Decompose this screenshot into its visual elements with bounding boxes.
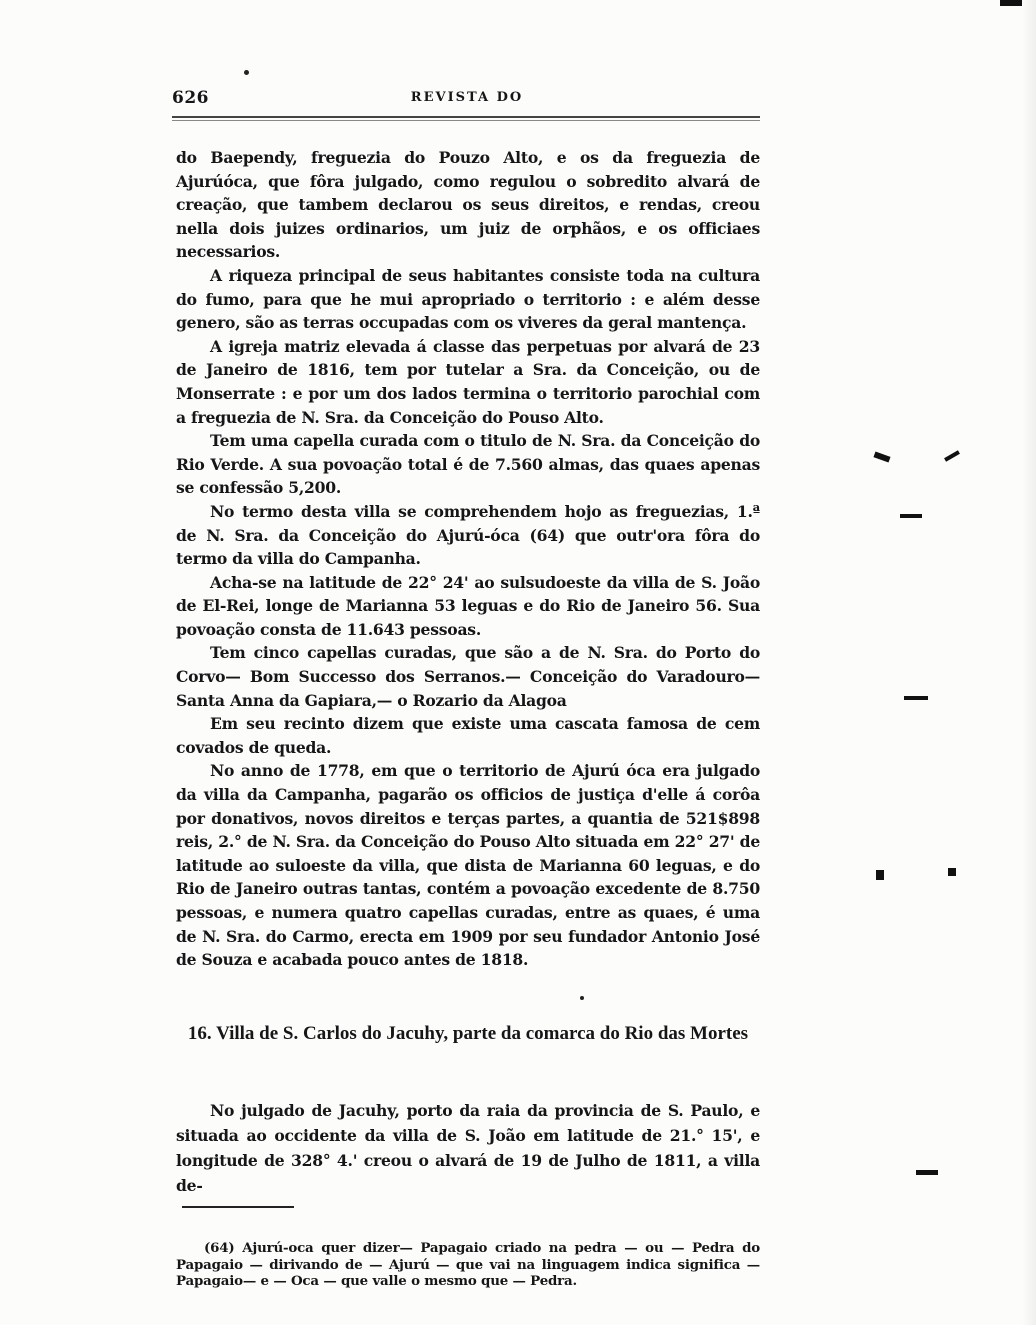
ink-speck	[244, 70, 249, 75]
page-number: 626	[172, 88, 209, 108]
paragraph: Tem uma capella curada com o titulo de N. Sra. da Conceição do Rio Verde. A sua povoação total é de 7.560 almas, das quaes apenas se confessão 5,200.	[176, 431, 760, 498]
paragraph: do Baependy, freguezia do Pouzo Alto, e os da freguezia de Ajurúóca, que fôra julgado, como regulou o sobredito alvará de creação, que tambem declarou os seus direitos, e rendas, creou nella dois juizes ordinarios, um juiz de orphãos, e os officiaes necessarios.	[176, 148, 760, 262]
paragraph: Tem cinco capellas curadas, que são a de N. Sra. do Porto do Corvo— Bom Successo dos Serranos.— Conceição do Varadouro— Santa Anna da Gapiara,— o Rozario da Alagoa	[176, 643, 760, 710]
paragraph: No julgado de Jacuhy, porto da raia da provincia de S. Paulo, e situada ao occidente da villa de S. João em latitude de 21.° 15', e longitude de 328° 4.' creou o alvará de 19 de Julho de 1811, a villa de-	[176, 1101, 760, 1195]
scan-mark	[916, 1170, 938, 1175]
paragraph: Em seu recinto dizem que existe uma cascata famosa de cem covados de queda.	[176, 714, 760, 757]
ink-speck	[580, 996, 584, 1000]
paragraph: Acha-se na latitude de 22° 24' ao sulsudoeste da villa de S. João de El-Rei, longe de Marianna 53 leguas e do Rio de Janeiro 56. Sua povoação consta de 11.643 pessoas.	[176, 572, 760, 639]
header-rule-thin	[172, 120, 760, 121]
paragraph: No anno de 1778, em que o territorio de Ajurú óca era julgado da villa da Campanha, pagarão os officios de justiça d'elle á corôa por donativos, novos direitos e terças partes, a quantia de 521$898 reis, 2.° de N. Sra. da Conceição do Pouso Alto situada em 22° 27' de latitude ao suloeste da villa, que dista de Marianna 60 leguas, e do Rio de Janeiro outras tantas, contém a povoação excedente de 8.750 pessoas, e numera quatro capellas curadas, entre as quaes, é uma de N. Sra. do Carmo, erecta em 1909 por seu fundador Antonio José de Souza e acabada pouco antes de 1818.	[176, 761, 760, 970]
paragraph: A riqueza principal de seus habitantes consiste toda na cultura do fumo, para que he mui apropriado o territorio : e além desse genero, são as terras occupadas com os viveres da geral mantença.	[176, 265, 760, 333]
body-text	[176, 146, 760, 972]
footnote-text: (64) Ajurú-oca quer dizer— Papagaio criado na pedra — ou — Pedra do Papagaio — dirivando de — Ajurú — que vai na linguagem indica significa — Papagaio— e — Oca — que valle o mesmo que — Pedra.	[176, 1240, 760, 1289]
scan-mark	[944, 450, 960, 461]
page-edge-shadow	[1022, 0, 1036, 1325]
section-text	[176, 1098, 760, 1198]
running-header	[172, 88, 762, 112]
header-rule	[172, 116, 760, 118]
scan-mark	[873, 451, 890, 462]
scan-mark	[876, 870, 884, 880]
scan-mark	[948, 868, 956, 876]
paragraph: No termo desta villa se comprehendem hojo as freguezias, 1.ª de N. Sra. da Conceição do Ajurú-óca (64) que outr'ora fôra do termo da villa do Campanha.	[176, 501, 760, 569]
paragraph: A igreja matriz elevada á classe das perpetuas por alvará de 23 de Janeiro de 1816, tem por tutelar a Sra. da Conceição, ou de Monserrate : e por um dos lados termina o territorio parochial com a freguezia de N. Sra. da Conceição do Pouso Alto.	[176, 336, 760, 427]
footnote-rule	[182, 1206, 294, 1208]
journal-title: REVISTA DO	[410, 90, 524, 105]
scan-mark	[1000, 0, 1022, 6]
scan-mark	[904, 696, 928, 700]
section-heading: 16. Villa de S. Carlos do Jacuhy, parte da comarca do Rio das Mortes	[187, 1023, 749, 1044]
scan-mark	[900, 514, 922, 518]
footnote	[176, 1240, 760, 1290]
